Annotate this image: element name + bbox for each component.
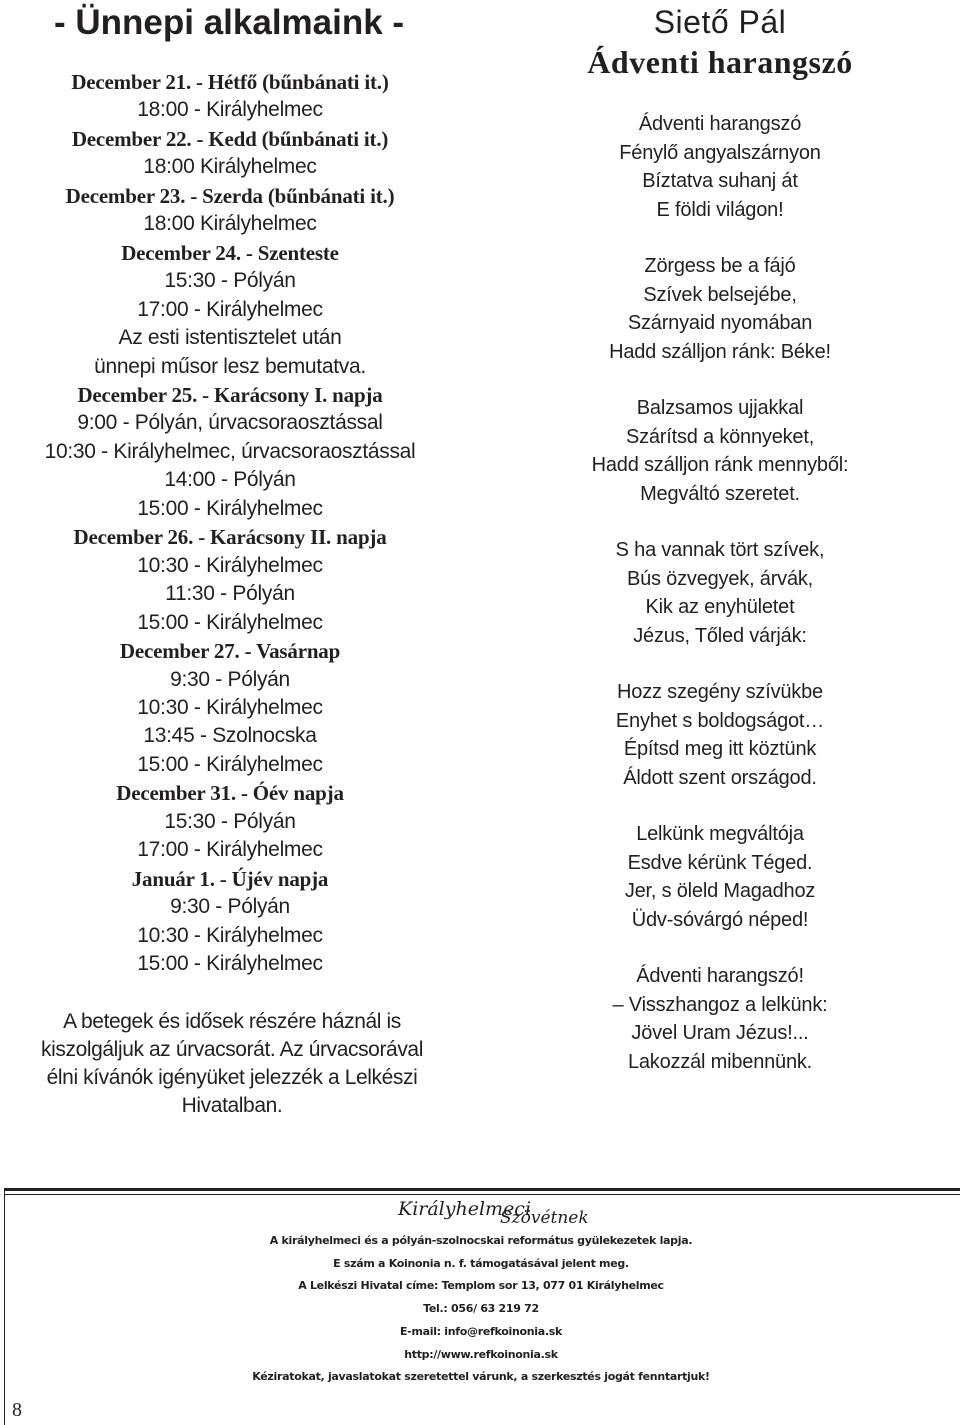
poem-line: – Visszhangoz a lelkünk: [612, 993, 828, 1016]
schedule-item: ünnepi műsor lesz bemutatva. [94, 354, 366, 378]
schedule-item: 15:00 - Királyhelmec [137, 610, 323, 634]
poem-stanza [480, 252, 960, 366]
poem-line: Esdve kérünk Téged. [627, 851, 813, 874]
masthead-word-1: Királyhelmeci [398, 1198, 532, 1220]
footer-line: Tel.: 056/ 63 219 72 [423, 1302, 539, 1316]
schedule-heading: December 21. - Hétfő (bűnbánati it.) [71, 70, 389, 94]
poem-line: Lelkünk megváltója [636, 823, 804, 845]
schedule-item: 14:00 - Pólyán [164, 468, 296, 492]
poem-line: Ádventi harangszó! [636, 965, 804, 987]
footer-line: E-mail: info@refkoinonia.sk [399, 1324, 563, 1338]
schedule-item: 15:00 - Királyhelmec [137, 752, 323, 776]
poem-line: Megváltó szeretet. [640, 482, 800, 505]
schedule-item: 15:30 - Pólyán [164, 809, 296, 833]
schedule-heading: December 25. - Karácsony I. napja [77, 382, 383, 407]
schedule-heading: December 27. - Vasárnap [119, 639, 341, 664]
footer-rule [4, 1188, 960, 1191]
poem-line: Kik az enyhületet [645, 596, 795, 618]
poem-stanza [480, 536, 960, 650]
poem-stanza [480, 394, 960, 508]
schedule-item: 18:00 Királyhelmec [143, 212, 317, 236]
home-communion-note [12, 1008, 452, 1120]
poem-stanza [480, 820, 960, 934]
poem-line: Hadd szálljon ránk: Béke! [609, 340, 831, 363]
schedule-heading: December 23. - Szerda (bűnbánati it.) [65, 183, 395, 208]
footer-line: A Lelkészi Hivatal címe: Templom sor 13, 077 01 Királyhelmec [298, 1279, 664, 1293]
schedule-item: 13:45 - Szolnocska [143, 724, 317, 748]
schedule-list [0, 68, 460, 979]
poem-line: Jövel Uram Jézus!... [631, 1022, 809, 1044]
poem-line: Ádventi harangszó [638, 113, 802, 135]
poem-line: Üdv-sóvárgó néped! [631, 908, 809, 931]
poem-author: Siető Pál [653, 4, 787, 40]
schedule-item: 15:30 - Pólyán [164, 269, 296, 293]
schedule-item: 9:30 - Pólyán [170, 895, 290, 919]
masthead-word-2: Szövétnek [500, 1208, 589, 1228]
schedule-item: 15:00 - Királyhelmec [137, 496, 323, 520]
schedule-item: 9:00 - Pólyán, úrvacsoraosztással [77, 411, 383, 435]
schedule-heading: December 26. - Karácsony II. napja [73, 525, 387, 550]
footer-info [0, 1230, 960, 1389]
poem-stanza [480, 110, 960, 224]
schedule-item: 11:30 - Pólyán [165, 582, 295, 606]
poem-line: S ha vannak tört szívek, [615, 539, 825, 561]
schedule-item: 10:30 - Királyhelmec [137, 923, 323, 947]
poem-line: Építsd meg itt köztünk [623, 738, 817, 760]
poem-line: Szárítsd a könnyeket, [625, 425, 815, 448]
poem-line: Hozz szegény szívükbe [617, 681, 823, 703]
poem-line: Zörgess be a fájó [644, 255, 796, 277]
schedule-item: 15:00 - Királyhelmec [137, 952, 323, 976]
footer-line: Kéziratokat, javaslatokat szeretettel várunk, a szerkesztés jogát fenntartjuk! [252, 1370, 710, 1384]
schedule-item: 17:00 - Királyhelmec [137, 297, 323, 321]
footer-line: A királyhelmeci és a pólyán-szolnocskai református gyülekezetek lapja. [269, 1234, 693, 1247]
poem-line: Lakozzál mibennünk. [627, 1050, 813, 1073]
poem-line: Szívek belsejébe, [643, 283, 797, 306]
note-line: élni kívánók igényüket jelezzék a Lelkészi [46, 1066, 418, 1089]
footer-line: http://www.refkoinonia.sk [404, 1347, 558, 1361]
schedule-item: 18:00 Királyhelmec [143, 155, 317, 179]
schedule-item: 18:00 - Királyhelmec [137, 98, 323, 122]
poem-stanza [480, 962, 960, 1076]
schedule-item: 9:30 - Pólyán [170, 667, 290, 691]
poem-line: Bíztatva suhanj át [642, 170, 798, 192]
schedule-heading: Január 1. - Újév napja [131, 866, 329, 891]
poem-line: Hadd szálljon ránk mennyből: [591, 454, 849, 476]
poem-line: Jézus, Tőled várják: [633, 624, 807, 647]
schedule-heading: December 31. - Óév napja [116, 781, 344, 806]
poem-line: Enyhet s boldogságot… [615, 709, 825, 732]
poem-line: Jer, s öleld Magadhoz [624, 880, 816, 902]
footer-line: E szám a Koinonia n. f. támogatásával jelent meg. [333, 1256, 629, 1270]
poem-line: Balzsamos ujjakkal [636, 397, 804, 419]
page-number: 8 [12, 1399, 22, 1421]
masthead-logo [370, 1196, 590, 1232]
note-line: kiszolgáljuk az úrvacsorát. Az úrvacsorával [41, 1038, 423, 1061]
schedule-heading: December 24. - Szenteste [121, 240, 339, 265]
note-line: Hivatalban. [181, 1094, 283, 1117]
schedule-item: Az esti istentisztelet után [118, 326, 342, 350]
poem-line: Szárnyaid nyomában [627, 312, 813, 334]
footer-rule-thin [4, 1194, 960, 1195]
section-title: - Ünnepi alkalmaink - [54, 3, 405, 42]
schedule-item: 17:00 - Királyhelmec [137, 838, 323, 862]
poem-line: E földi világon! [656, 198, 784, 221]
note-line: A betegek és idősek részére háznál is [63, 1010, 401, 1033]
poem-line: Áldott szent országod. [623, 766, 817, 789]
schedule-heading: December 22. - Kedd (bűnbánati it.) [71, 126, 389, 151]
poem-line: Bús özvegyek, árvák, [626, 567, 814, 590]
poem-title: Ádventi harangszó [587, 44, 853, 80]
poem-stanza [480, 678, 960, 792]
schedule-item: 10:30 - Királyhelmec, úrvacsoraosztással [44, 439, 416, 463]
schedule-item: 10:30 - Királyhelmec [137, 553, 323, 577]
schedule-item: 10:30 - Királyhelmec [137, 695, 323, 719]
poem-line: Fénylő angyalszárnyon [619, 141, 821, 164]
